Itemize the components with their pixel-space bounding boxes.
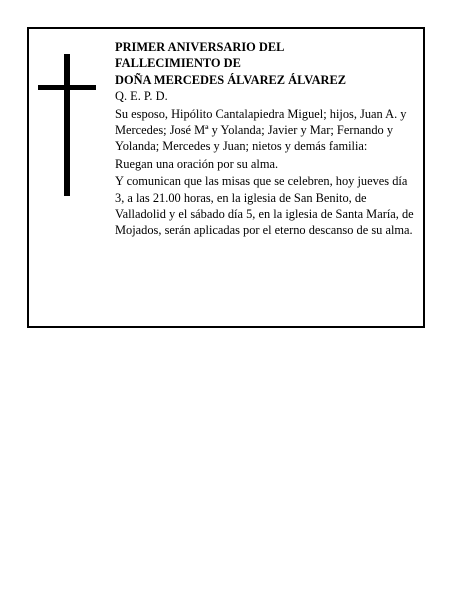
family-paragraph: Su esposo, Hipólito Cantalapiedra Miguel; hijos, Juan A. y Mercedes; José Mª y Yolanda; Javier y Mar; Fernando y Yolanda; Mercedes y Juan; nietos y demás familia: — [115, 106, 407, 154]
prayer-request-paragraph: Ruegan una oración por su alma. — [115, 156, 279, 171]
notice-heading-line-3: DOÑA MERCEDES ÁLVAREZ ÁLVAREZ — [115, 72, 347, 87]
masses-paragraph: Y comunican que las misas que se celebren, hoy jueves día 3, a las 21.00 horas, en la iglesia de San Benito, de Valladolid y el sábado día 5, en la iglesia de Santa María, de Mojados, serán aplicadas por el eterno descanso de su alma. — [115, 174, 414, 238]
qepd-text: Q. E. P. D. — [115, 89, 168, 104]
notice-heading-line-2: FALLECIMIENTO DE — [115, 56, 241, 71]
obituary-text — [115, 39, 417, 239]
cross-horizontal-bar — [38, 85, 96, 90]
cross-vertical-bar — [64, 54, 70, 196]
notice-heading-line-1: PRIMER ANIVERSARIO DEL — [115, 40, 285, 54]
